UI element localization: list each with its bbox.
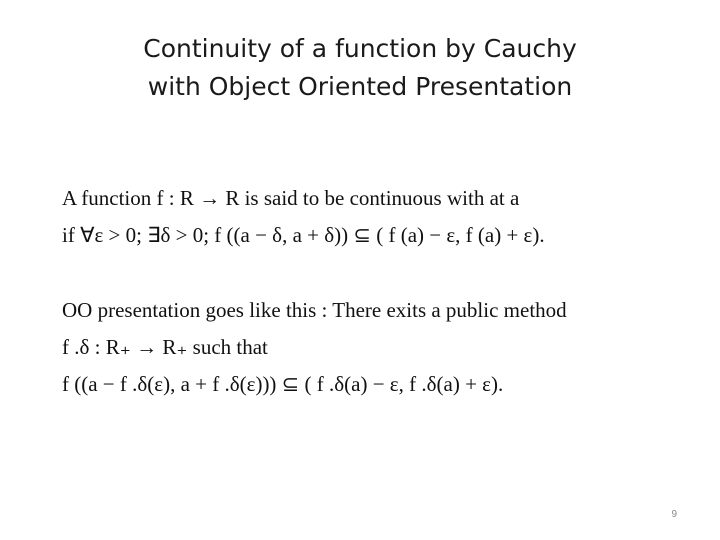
definition-line-1: A function f : R → R is said to be continuous with at a (62, 186, 520, 210)
slide-title (0, 30, 720, 106)
oo-line-3: f ((a − f .δ(ε), a + f .δ(ε))) ⊆ ( f .δ(a) − ε, f .δ(a) + ε). (62, 372, 504, 396)
definition-line-2: if ∀ε > 0; ∃δ > 0; f ((a − δ, a + δ)) ⊆ ( f (a) − ε, f (a) + ε). (62, 223, 545, 247)
page-number: 9 (671, 509, 677, 520)
oo-line-2: f .δ : R₊ → R₊ such that (62, 335, 268, 359)
oo-line-1: OO presentation goes like this : There exits a public method (62, 298, 567, 322)
title-line-2: with Object Oriented Presentation (147, 72, 573, 101)
title-line-1: Continuity of a function by Cauchy (143, 34, 577, 63)
